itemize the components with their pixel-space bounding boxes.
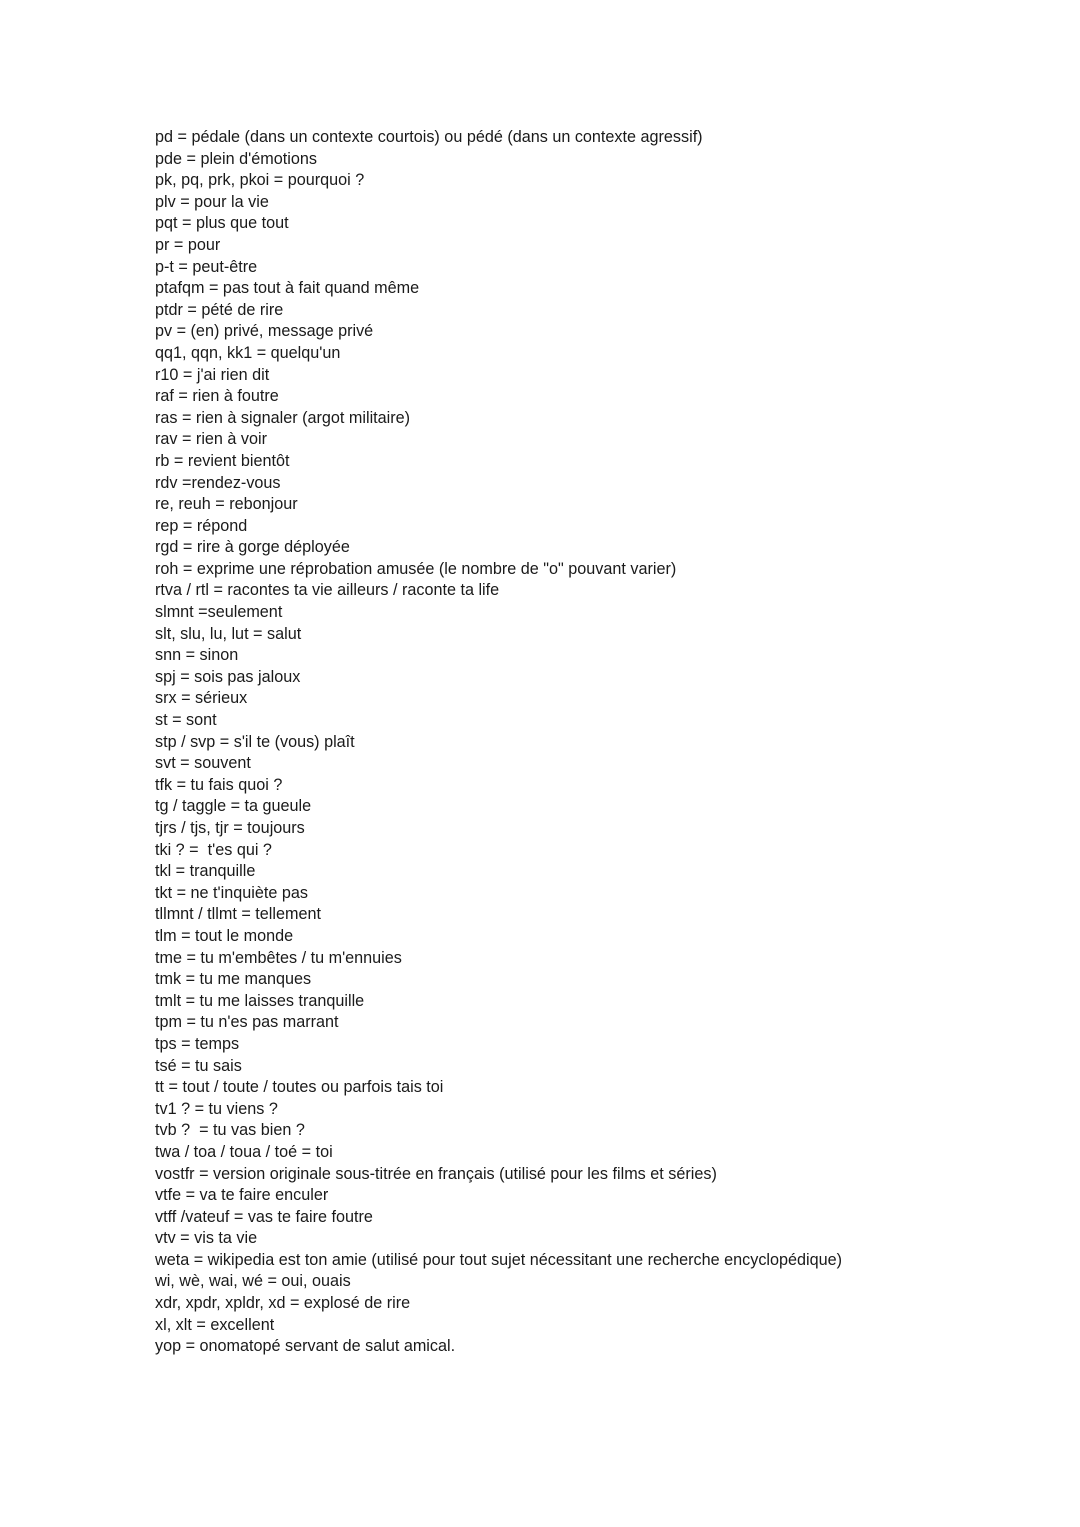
- abbreviation-entry: pv = (en) privé, message privé: [155, 322, 374, 341]
- abbreviation-entry: tme = tu m'embêtes / tu m'ennuies: [155, 948, 402, 967]
- abbreviation-entry: raf = rien à foutre: [155, 387, 279, 406]
- abbreviation-entry: xdr, xpdr, xpldr, xd = explosé de rire: [155, 1294, 411, 1313]
- abbreviation-entry: yop = onomatopé servant de salut amical.: [155, 1337, 456, 1356]
- abbreviation-entry: wi, wè, wai, wé = oui, ouais: [155, 1272, 351, 1291]
- abbreviation-entry: stp / svp = s'il te (vous) plaît: [155, 732, 355, 751]
- abbreviation-entry: ptdr = pété de rire: [155, 300, 284, 319]
- abbreviation-entry: rav = rien à voir: [155, 430, 268, 449]
- abbreviation-entry: xl, xlt = excellent: [155, 1315, 275, 1334]
- abbreviation-entry: rgd = rire à gorge déployée: [155, 538, 350, 557]
- abbreviation-entry: tfk = tu fais quoi ?: [155, 775, 283, 794]
- abbreviation-entry: tlm = tout le monde: [155, 926, 294, 945]
- abbreviation-entry: tjrs / tjs, tjr = toujours: [155, 819, 305, 837]
- abbreviation-entry: spj = sois pas jaloux: [155, 667, 301, 686]
- abbreviation-entry: tmlt = tu me laisses tranquille: [155, 991, 365, 1010]
- abbreviation-entry: tllmnt / tllmt = tellement: [155, 905, 321, 924]
- abbreviation-entry: slmnt =seulement: [155, 603, 283, 622]
- abbreviation-entry: qq1, qqn, kk1 = quelqu'un: [155, 343, 341, 362]
- abbreviation-entry: re, reuh = rebonjour: [155, 495, 298, 514]
- abbreviation-entry: tsé = tu sais: [155, 1056, 242, 1075]
- abbreviation-entry: p-t = peut-être: [155, 257, 258, 276]
- abbreviation-entry: st = sont: [155, 711, 217, 730]
- abbreviation-entry: tkl = tranquille: [155, 862, 256, 881]
- abbreviation-entry: twa / toa / toua / toé = toi: [155, 1142, 333, 1161]
- abbreviation-entry: svt = souvent: [155, 754, 251, 773]
- abbreviation-entry: roh = exprime une réprobation amusée (le nombre de "o" pouvant varier): [155, 559, 677, 578]
- abbreviation-entry: rdv =rendez-vous: [155, 473, 281, 492]
- abbreviation-entry: tki ? = t'es qui ?: [155, 840, 272, 859]
- abbreviation-entry: rb = revient bientôt: [155, 451, 290, 470]
- abbreviation-entry: ptafqm = pas tout à fait quand même: [155, 279, 420, 298]
- abbreviation-entry: vtff /vateuf = vas te faire foutre: [155, 1207, 373, 1226]
- abbreviation-entry: tv1 ? = tu viens ?: [155, 1099, 278, 1118]
- abbreviation-entry: pde = plein d'émotions: [155, 149, 317, 168]
- abbreviation-entry: vtv = vis ta vie: [155, 1229, 258, 1248]
- abbreviation-entry: ras = rien à signaler (argot militaire): [155, 408, 411, 427]
- abbreviation-entry: pk, pq, prk, pkoi = pourquoi ?: [155, 171, 365, 190]
- abbreviation-entry: pd = pédale (dans un contexte courtois) ou pédé (dans un contexte agressif): [155, 128, 703, 146]
- abbreviation-entry: r10 = j'ai rien dit: [155, 365, 270, 384]
- abbreviation-entry: vtfe = va te faire enculer: [155, 1186, 329, 1205]
- abbreviation-entry: tt = tout / toute / toutes ou parfois tais toi: [155, 1078, 444, 1097]
- abbreviation-entry: vostfr = version originale sous-titrée en français (utilisé pour les films et séries): [155, 1164, 717, 1183]
- abbreviation-list: [155, 127, 1035, 1358]
- abbreviation-entry: tg / taggle = ta gueule: [155, 797, 312, 816]
- abbreviation-entry: pr = pour: [155, 235, 221, 254]
- abbreviation-entry: tvb ? = tu vas bien ?: [155, 1121, 305, 1140]
- abbreviation-entry: pqt = plus que tout: [155, 214, 289, 233]
- abbreviation-entry: snn = sinon: [155, 646, 239, 665]
- abbreviation-entry: tpm = tu n'es pas marrant: [155, 1013, 339, 1032]
- abbreviation-entry: tmk = tu me manques: [155, 970, 312, 989]
- abbreviation-entry: rtva / rtl = racontes ta vie ailleurs / raconte ta life: [155, 581, 500, 600]
- abbreviation-entry: plv = pour la vie: [155, 192, 269, 211]
- abbreviation-entry: tps = temps: [155, 1034, 240, 1053]
- abbreviation-entry: srx = sérieux: [155, 689, 248, 708]
- abbreviation-entry: rep = répond: [155, 516, 248, 535]
- abbreviation-entry: slt, slu, lu, lut = salut: [155, 624, 302, 643]
- abbreviation-entry: tkt = ne t'inquiète pas: [155, 883, 308, 902]
- abbreviation-entry: weta = wikipedia est ton amie (utilisé pour tout sujet nécessitant une recherche encyclopédique): [155, 1250, 843, 1269]
